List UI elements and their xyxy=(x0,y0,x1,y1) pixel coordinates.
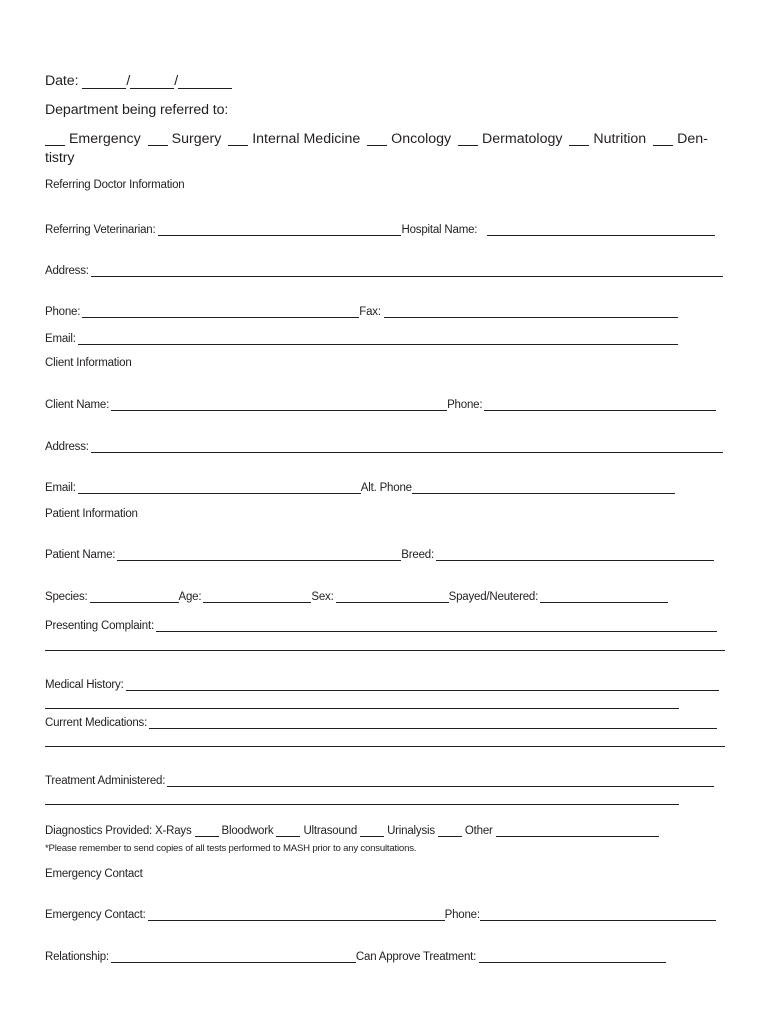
diagnostics-other-field[interactable] xyxy=(496,825,659,837)
relationship-field[interactable] xyxy=(111,951,356,963)
referring-email-field[interactable] xyxy=(78,333,678,345)
department-option-wrap: tistry xyxy=(45,150,75,166)
diagnostics-label: Diagnostics Provided: X-Rays xyxy=(45,825,192,837)
complaint-label: Presenting Complaint: xyxy=(45,620,154,632)
referring-address-label: Address: xyxy=(45,265,89,277)
date-row xyxy=(45,72,232,91)
spayed-neutered-label: Spayed/Neutered: xyxy=(448,591,539,603)
emergency-phone-label: Phone: xyxy=(444,909,480,921)
sex-label: Sex: xyxy=(311,591,334,603)
relationship-row xyxy=(45,950,666,964)
age-label: Age: xyxy=(178,591,202,603)
medications-row xyxy=(45,716,717,730)
department-heading: Department being referred to: xyxy=(45,102,229,118)
medications-field[interactable] xyxy=(149,717,717,729)
referring-phone-row xyxy=(45,305,678,319)
department-option-emergency: Emergency xyxy=(68,131,141,147)
department-checkbox-nutrition[interactable] xyxy=(569,131,589,146)
department-checkbox-emergency[interactable] xyxy=(45,131,65,146)
client-name-field[interactable] xyxy=(111,399,447,411)
alt-phone-label: Alt. Phone xyxy=(360,482,412,494)
fax-field[interactable] xyxy=(384,306,678,318)
medications-continuation-line[interactable] xyxy=(45,746,725,747)
emergency-contact-field[interactable] xyxy=(148,909,445,921)
diagnostics-ultrasound-blank[interactable] xyxy=(360,825,384,837)
patient-name-field[interactable] xyxy=(117,549,401,561)
referring-phone-label: Phone: xyxy=(45,306,81,318)
relationship-label: Relationship: xyxy=(45,951,109,963)
client-address-row xyxy=(45,440,723,454)
treatment-label: Treatment Administered: xyxy=(45,775,166,787)
diagnostics-ultrasound-label: Ultrasound xyxy=(303,825,358,837)
department-checkbox-dentistry[interactable] xyxy=(653,131,673,146)
history-field[interactable] xyxy=(126,679,719,691)
department-checkbox-internal-medicine[interactable] xyxy=(228,131,248,146)
complaint-field[interactable] xyxy=(156,620,717,632)
client-address-field[interactable] xyxy=(91,441,723,453)
department-option-oncology: Oncology xyxy=(391,131,452,147)
patient-name-row xyxy=(45,548,714,562)
can-approve-label: Can Approve Treatment: xyxy=(355,951,477,963)
client-email-field[interactable] xyxy=(78,482,361,494)
emergency-contact-row xyxy=(45,908,716,922)
date-label: Date: xyxy=(45,73,79,89)
treatment-row xyxy=(45,774,714,788)
client-name-row xyxy=(45,398,716,412)
referring-email-row xyxy=(45,332,678,346)
spayed-neutered-field[interactable] xyxy=(540,591,668,603)
breed-label: Breed: xyxy=(401,549,434,561)
complaint-row xyxy=(45,619,717,633)
age-field[interactable] xyxy=(203,591,311,603)
hospital-name-field[interactable] xyxy=(487,224,715,236)
client-section-heading: Client Information xyxy=(45,357,132,369)
client-address-label: Address: xyxy=(45,441,89,453)
referring-phone-field[interactable] xyxy=(82,306,359,318)
client-email-label: Email: xyxy=(45,482,76,494)
can-approve-field[interactable] xyxy=(479,951,666,963)
complaint-continuation-line[interactable] xyxy=(45,650,725,651)
history-continuation-line[interactable] xyxy=(45,708,679,709)
referring-address-field[interactable] xyxy=(91,265,723,277)
department-checkbox-oncology[interactable] xyxy=(367,131,387,146)
patient-details-row xyxy=(45,590,668,604)
diagnostics-bloodwork-blank[interactable] xyxy=(276,825,300,837)
client-phone-field[interactable] xyxy=(484,399,716,411)
department-options xyxy=(45,130,725,149)
diagnostics-xrays-blank[interactable] xyxy=(195,825,219,837)
department-option-internal-medicine: Internal Medicine xyxy=(252,131,361,147)
referring-section-heading: Referring Doctor Information xyxy=(45,179,185,191)
emergency-contact-label: Emergency Contact: xyxy=(45,909,146,921)
date-month-field[interactable] xyxy=(82,74,126,89)
history-label: Medical History: xyxy=(45,679,124,691)
client-email-row xyxy=(45,481,675,495)
referring-vet-label: Referring Veterinarian: xyxy=(45,224,156,236)
department-option-dentistry: Den- xyxy=(677,131,708,147)
breed-field[interactable] xyxy=(436,549,714,561)
species-field[interactable] xyxy=(90,591,179,603)
diagnostics-urinalysis-blank[interactable] xyxy=(438,825,462,837)
referring-email-label: Email: xyxy=(45,333,76,345)
date-separator: / xyxy=(174,73,179,89)
patient-section-heading: Patient Information xyxy=(45,508,138,520)
hospital-name-label: Hospital Name: xyxy=(401,224,478,236)
emergency-section-heading: Emergency Contact xyxy=(45,868,143,880)
sex-field[interactable] xyxy=(336,591,449,603)
diagnostics-urinalysis-label: Urinalysis xyxy=(387,825,435,837)
diagnostics-row xyxy=(45,824,659,838)
patient-name-label: Patient Name: xyxy=(45,549,116,561)
referring-address-row xyxy=(45,264,723,278)
department-option-nutrition: Nutrition xyxy=(593,131,647,147)
treatment-field[interactable] xyxy=(167,775,714,787)
department-checkbox-dermatology[interactable] xyxy=(458,131,478,146)
client-name-label: Client Name: xyxy=(45,399,110,411)
alt-phone-field[interactable] xyxy=(412,482,675,494)
department-checkbox-surgery[interactable] xyxy=(148,131,168,146)
history-row xyxy=(45,678,719,692)
department-option-dermatology: Dermatology xyxy=(482,131,563,147)
species-label: Species: xyxy=(45,591,88,603)
fax-label: Fax: xyxy=(359,306,381,318)
diagnostics-other-label: Other xyxy=(464,825,493,837)
treatment-continuation-line[interactable] xyxy=(45,804,679,805)
diagnostics-note: *Please remember to send copies of all tests performed to MASH prior to any consultations. xyxy=(45,843,417,854)
date-separator: / xyxy=(126,73,131,89)
department-option-surgery: Surgery xyxy=(171,131,222,147)
client-phone-label: Phone: xyxy=(447,399,483,411)
referring-vet-field[interactable] xyxy=(158,224,401,236)
date-day-field[interactable] xyxy=(130,74,174,89)
emergency-phone-field[interactable] xyxy=(480,909,716,921)
diagnostics-bloodwork-label: Bloodwork xyxy=(221,825,274,837)
date-year-field[interactable] xyxy=(178,74,232,89)
medications-label: Current Medications: xyxy=(45,717,148,729)
referring-vet-row xyxy=(45,223,715,237)
